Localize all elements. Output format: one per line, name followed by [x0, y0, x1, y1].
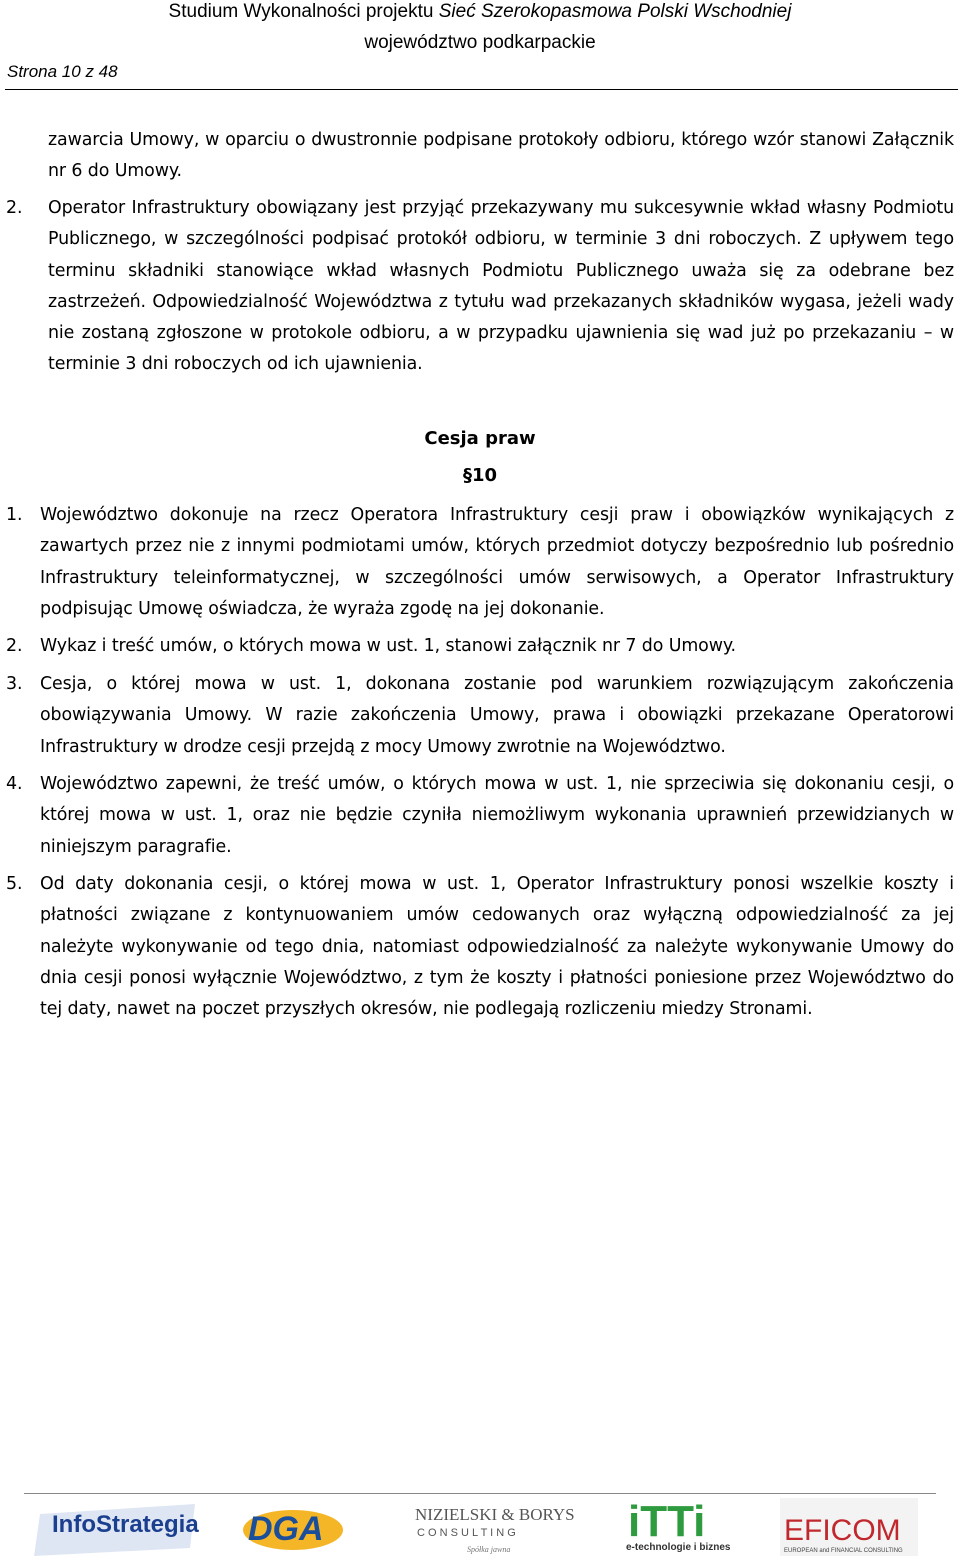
dga-logo-text: DGA [248, 1510, 324, 1548]
nizielski-logo-name: NIZIELSKI & BORYS [415, 1505, 575, 1524]
list-item-number: 3. [6, 674, 23, 694]
infostrategia-logo-text: InfoStrategia [52, 1511, 199, 1538]
list-item-text: Cesja, o której mowa w ust. 1, dokonana zostanie pod warunkiem rozwiązującym zakończenia obowiązywania Umowy. W razie zakończenia Umowy, prawa i obowiązki przekazane Operatorowi Infrastruktury w drodze cesji przejdą z mocy Umowy zwrotnie na Województwo. [40, 674, 954, 757]
section-number: §10 [462, 465, 498, 486]
footer-divider [24, 1493, 936, 1494]
list-item [6, 500, 954, 625]
list-item-number: 2. [6, 636, 23, 656]
list-item-text: Województwo dokonuje na rzecz Operatora Infrastruktury cesji praw i obowiązków wynikających z zawartych przez nie z innymi podmiotami umów, których przedmiot dotyczy bezpośrednio lub pośrednio Infrastruktury teleinformatycznej, w szczególności umów serwisowych, a Operator Infrastruktury podpisując Umowę oświadcza, że wyraża zgodę na jej dokonanie. [40, 505, 954, 619]
itti-logo-text: iTTi [628, 1497, 706, 1546]
list-item [6, 769, 954, 863]
nizielski-borys-logo [405, 1496, 575, 1558]
list-item [6, 669, 954, 763]
header-divider [5, 89, 958, 90]
list-item-text: Od daty dokonania cesji, o której mowa w ust. 1, Operator Infrastruktury ponosi wszelkie koszty i płatności związane z kontynuowaniem umów cedowanych oraz wyłączną odpowiedzialność za jej należyte wykonywanie od tego dnia, natomiast odpowiedzialność za należyte wykonywanie Umowy do dnia cesji ponosi wyłącznie Województwo, z tym że koszty i płatności poniesione przez Województwo do tej daty, nawet na poczet przyszłych okresów, nie podlegają rozliczeniu miedzy Stronami. [40, 874, 954, 1020]
list-item-text: Wykaz i treść umów, o których mowa w ust. 1, stanowi załącznik nr 7 do Umowy. [40, 636, 736, 656]
nizielski-logo-sub: C O N S U L T I N G [417, 1527, 516, 1539]
section-title: Cesja praw [424, 428, 536, 449]
infostrategia-logo [30, 1496, 200, 1558]
eficom-logo-sub: EUROPEAN and FINANCIAL CONSULTING [784, 1548, 903, 1554]
eficom-logo-text: EFICOM [784, 1514, 901, 1547]
nizielski-logo-tagline: Spółka jawna [467, 1545, 511, 1554]
dga-logo [238, 1496, 348, 1558]
list-item-text: Województwo zapewni, że treść umów, o których mowa w ust. 1, nie sprzeciwia się dokonaniu cesji, o której mowa w ust. 1, oraz nie będzie czyniła niemożliwym wykonania uprawnień przewidzianych w niniejszym paragrafie. [40, 774, 954, 857]
title-project-name: Sieć Szerokopasmowa Polski Wschodniej [438, 1, 792, 22]
paragraph-2 [6, 193, 954, 381]
document-title [0, 0, 960, 24]
page-number: Strona 10 z 48 [7, 62, 118, 81]
list-item-number: 4. [6, 774, 23, 794]
eficom-logo [780, 1496, 920, 1558]
document-subtitle: województwo podkarpackie [364, 32, 596, 53]
list-item [6, 631, 954, 662]
itti-logo-sub: e-technologie i biznes [626, 1542, 731, 1553]
list-item [6, 869, 954, 1025]
itti-logo [622, 1496, 747, 1558]
paragraph-text: Operator Infrastruktury obowiązany jest przyjąć przekazywany mu sukcesywnie wkład własny Podmiotu Publicznego, w szczególności podpisać protokół odbioru, w terminie 3 dni roboczych. Z upływem tego terminu składniki stanowiące wkład własnych Podmiotu Publicznego uważa się za odebrane bez zastrzeżeń. Odpowiedzialność Województwa z tytułu wad przekazanych składników wygasa, jeżeli wady nie zostaną zgłoszone w protokole odbioru, a w przypadku ujawnienia się wad już po przekazaniu – w terminie 3 dni roboczych od ich ujawnienia. [48, 198, 954, 375]
paragraph-continued: zawarcia Umowy, w oparciu o dwustronnie podpisane protokoły odbioru, którego wzór stanowi Załącznik nr 6 do Umowy. [48, 130, 954, 182]
list-item-number: 5. [6, 874, 23, 894]
title-prefix: Studium Wykonalności projektu [168, 1, 439, 22]
list-item-number: 1. [6, 505, 23, 525]
paragraph-number: 2. [6, 198, 23, 218]
